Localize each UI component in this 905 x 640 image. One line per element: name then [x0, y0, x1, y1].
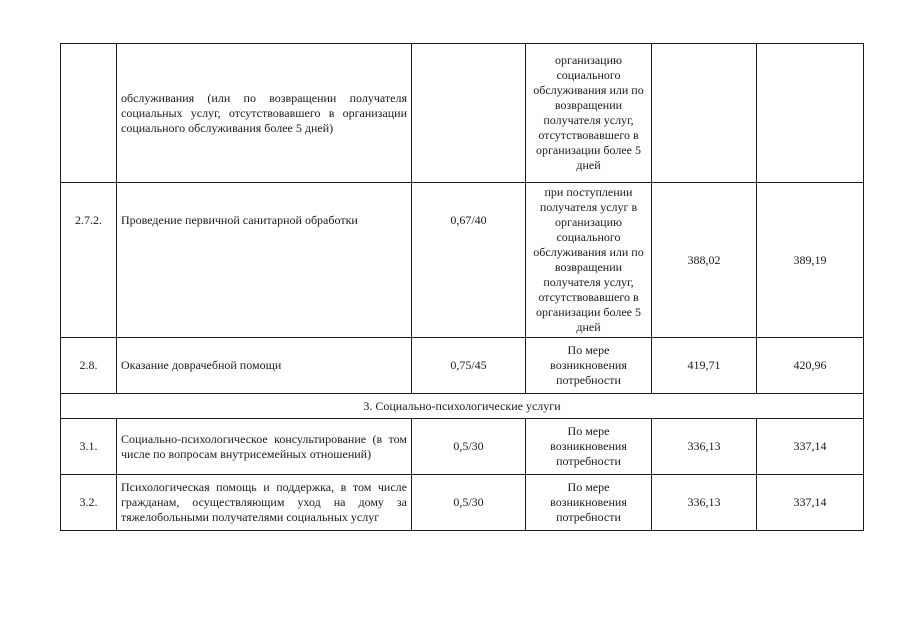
- service-period: По мере возникновения потребности: [526, 338, 652, 394]
- section-title: 3. Социально-психологические услуги: [61, 394, 864, 419]
- time-norm: 0,5/30: [412, 475, 526, 531]
- service-name: Психологическая помощь и поддержка, в том числе гражданам, осуществляющим уход на дому за тяжелобольными получателями социальных услуг: [117, 475, 412, 531]
- service-period: при поступлении получателя услуг в организацию социального обслуживания или по возвращении получателя услуг, отсутствовавшего в организации более 5 дней: [526, 183, 652, 338]
- price-2: 337,14: [757, 419, 864, 475]
- row-number: 2.7.2.: [61, 183, 117, 338]
- table-row: [61, 338, 864, 394]
- row-number: 3.2.: [61, 475, 117, 531]
- table-row: [61, 419, 864, 475]
- price-2: 389,19: [757, 183, 864, 338]
- row-number: 3.1.: [61, 419, 117, 475]
- price-1: 419,71: [652, 338, 757, 394]
- table-row: [61, 183, 864, 338]
- table-row: [61, 475, 864, 531]
- price-1: 388,02: [652, 183, 757, 338]
- time-norm: [412, 44, 526, 183]
- time-norm: 0,67/40: [412, 183, 526, 338]
- price-2: [757, 44, 864, 183]
- time-norm: 0,75/45: [412, 338, 526, 394]
- service-period: По мере возникновения потребности: [526, 475, 652, 531]
- price-1: [652, 44, 757, 183]
- service-name: Проведение первичной санитарной обработки: [117, 183, 412, 338]
- section-row: [61, 394, 864, 419]
- service-period: По мере возникновения потребности: [526, 419, 652, 475]
- row-number: [61, 44, 117, 183]
- service-period: организацию социального обслуживания или по возвращении получателя услуг, отсутствовавшего в организации более 5 дней: [526, 44, 652, 183]
- service-name: Оказание доврачебной помощи: [117, 338, 412, 394]
- price-2: 337,14: [757, 475, 864, 531]
- price-1: 336,13: [652, 475, 757, 531]
- price-1: 336,13: [652, 419, 757, 475]
- time-norm: 0,5/30: [412, 419, 526, 475]
- services-table: [60, 43, 864, 531]
- price-2: 420,96: [757, 338, 864, 394]
- service-name: Социально-психологическое консультирование (в том числе по вопросам внутрисемейных отношений): [117, 419, 412, 475]
- table-row: [61, 44, 864, 183]
- service-name: обслуживания (или по возвращении получателя социальных услуг, отсутствовавшего в организации социального обслуживания более 5 дней): [117, 44, 412, 183]
- row-number: 2.8.: [61, 338, 117, 394]
